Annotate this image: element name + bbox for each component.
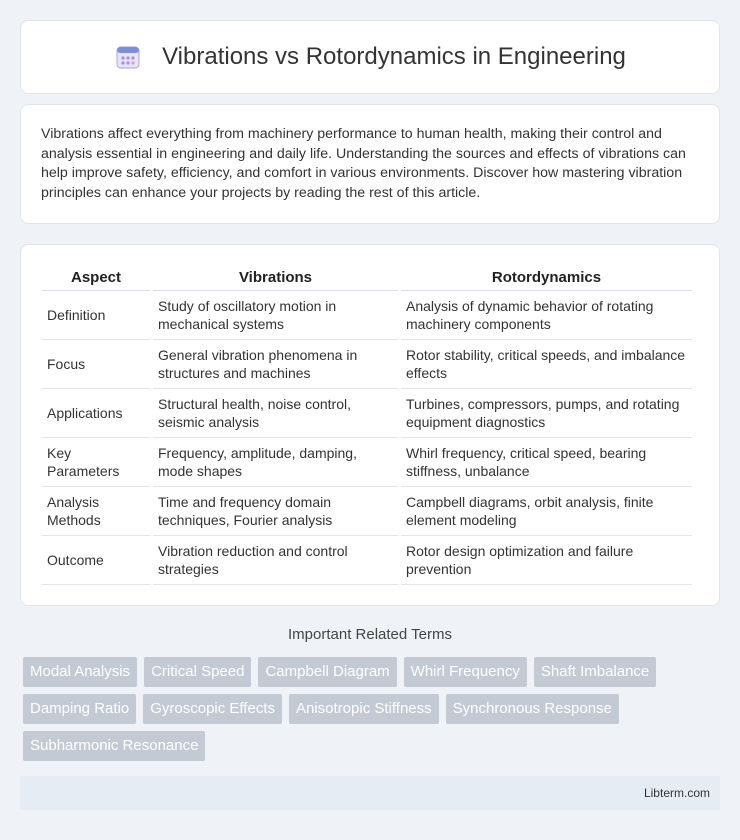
table-cell: General vibration phenomena in structures and machines [153,340,398,389]
intro-card [20,104,720,224]
table-cell: Vibration reduction and control strategies [153,536,398,585]
term-tag-whirl-frequency[interactable]: Whirl Frequency [404,657,527,687]
comparison-table [39,265,695,585]
table-cell: Time and frequency domain techniques, Fourier analysis [153,487,398,536]
table-cell: Analysis Methods [42,487,150,536]
table-row [42,487,692,536]
term-tag-damping-ratio[interactable]: Damping Ratio [23,694,136,724]
table-row [42,291,692,340]
related-terms-list [23,657,723,768]
table-cell: Focus [42,340,150,389]
intro-text: Vibrations affect everything from machinery performance to human health, making their control and analysis essential in engineering and daily life. Understanding the sources and effects of vibrations can help improve safety, efficiency, and comfort in various environments. Discover how mastering vibration principles can enhance your projects by reading the rest of this article. [41,126,686,201]
page-title: Vibrations vs Rotordynamics in Engineering [162,43,626,70]
term-tag-campbell-diagram[interactable]: Campbell Diagram [258,657,396,687]
table-row [42,340,692,389]
table-cell: Applications [42,389,150,438]
term-tag-gyroscopic-effects[interactable]: Gyroscopic Effects [143,694,282,724]
comparison-card [20,244,720,606]
table-header-row [42,265,692,291]
term-tag-modal-analysis[interactable]: Modal Analysis [23,657,137,687]
table-cell: Key Parameters [42,438,150,487]
table-cell: Rotor design optimization and failure prevention [401,536,692,585]
table-cell: Definition [42,291,150,340]
footer-site-link[interactable]: Libterm.com [643,786,710,800]
term-tag-anisotropic-stiffness[interactable]: Anisotropic Stiffness [289,694,439,724]
table-cell: Structural health, noise control, seismic analysis [153,389,398,438]
column-header-rotordynamics: Rotordynamics [401,265,692,291]
column-header-aspect: Aspect [42,265,150,291]
table-cell: Study of oscillatory motion in mechanical systems [153,291,398,340]
calendar-icon [114,43,142,71]
table-cell: Campbell diagrams, orbit analysis, finite element modeling [401,487,692,536]
table-row [42,389,692,438]
table-row [42,438,692,487]
term-tag-shaft-imbalance[interactable]: Shaft Imbalance [534,657,656,687]
table-cell: Rotor stability, critical speeds, and imbalance effects [401,340,692,389]
term-tag-subharmonic-resonance[interactable]: Subharmonic Resonance [23,731,205,761]
table-cell: Outcome [42,536,150,585]
table-cell: Analysis of dynamic behavior of rotating machinery components [401,291,692,340]
title-card [20,20,720,94]
table-cell: Turbines, compressors, pumps, and rotating equipment diagnostics [401,389,692,438]
footer [20,776,720,810]
term-tag-synchronous-response[interactable]: Synchronous Response [446,694,619,724]
table-cell: Whirl frequency, critical speed, bearing stiffness, unbalance [401,438,692,487]
related-terms-title: Important Related Terms [288,626,452,643]
term-tag-critical-speed[interactable]: Critical Speed [144,657,251,687]
table-row [42,536,692,585]
table-cell: Frequency, amplitude, damping, mode shapes [153,438,398,487]
column-header-vibrations: Vibrations [153,265,398,291]
